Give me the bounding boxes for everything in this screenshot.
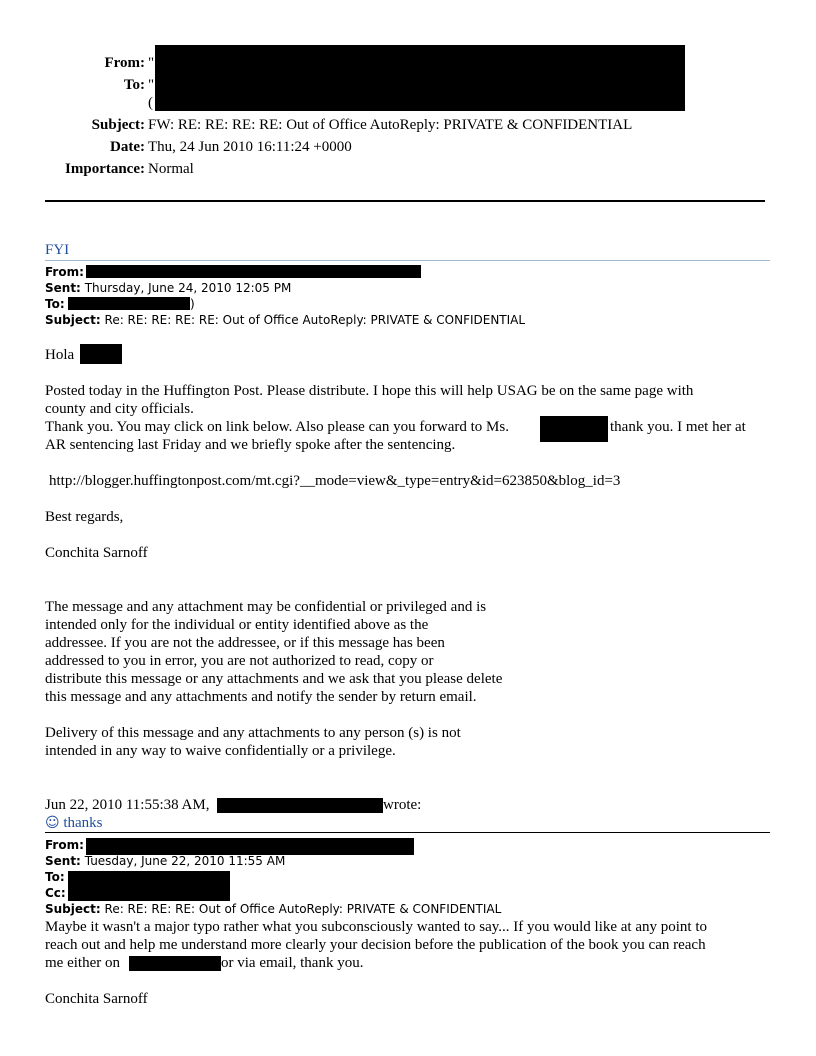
thanks-note: [45, 814, 103, 832]
msg1-to-tail: ): [190, 297, 195, 311]
body1-line2: county and city officials.: [45, 401, 194, 417]
msg2-subject-label: Subject:: [45, 902, 101, 916]
signature2: Conchita Sarnoff: [45, 991, 148, 1007]
msg2-recipients-redaction: [68, 871, 230, 901]
header-to-value: ": [148, 77, 155, 93]
disclaimer-line: intended in any way to waive confidentially or a privilege.: [45, 743, 396, 759]
msg1-to-redaction: [68, 297, 190, 310]
disclaimer-line: distribute this message or any attachments and we ask that you please delete: [45, 671, 503, 687]
regards: Best regards,: [45, 509, 124, 525]
signature1: Conchita Sarnoff: [45, 545, 148, 561]
body2-line2: reach out and help me understand more clearly your decision before the publication of the book you can reach: [45, 937, 706, 953]
header-date-label: Date:: [110, 139, 145, 155]
header-to-cont: (: [148, 95, 153, 111]
msg1-subject-label: Subject:: [45, 313, 101, 327]
msg1-from-redaction: [86, 265, 421, 278]
body2-line1: Maybe it wasn't a major typo rather what you subconsciously wanted to say... If you would like at any point to: [45, 919, 708, 935]
disclaimer-line: this message and any attachments and notify the sender by return email.: [45, 689, 477, 705]
msg2-sent-value: Tuesday, June 22, 2010 11:55 AM: [84, 854, 286, 868]
msg1-sent-value: Thursday, June 24, 2010 12:05 PM: [84, 281, 292, 295]
header-from-label: From:: [104, 55, 145, 71]
msg2-to-label: To:: [45, 870, 65, 884]
fyi-note: FYI: [45, 242, 70, 258]
header-to-label: To:: [123, 77, 145, 93]
article-link[interactable]: http://blogger.huffingtonpost.com/mt.cgi?__mode=view&_type=entry&id=623850&blog_id=3: [49, 473, 621, 489]
msg1-subject-value: Re: RE: RE: RE: RE: Out of Office AutoReply: PRIVATE & CONFIDENTIAL: [104, 313, 526, 327]
body1-line4: AR sentencing last Friday and we briefly spoke after the sentencing.: [45, 437, 456, 453]
header-importance-value: Normal: [148, 161, 194, 177]
msg1-from-label: From:: [45, 265, 84, 279]
msg2-from-label: From:: [45, 838, 84, 852]
body2-line3a: me either on: [45, 955, 120, 971]
msg1-to-label: To:: [45, 297, 65, 311]
msg2-subject-value: Re: RE: RE: RE: Out of Office AutoReply: PRIVATE & CONFIDENTIAL: [104, 902, 502, 916]
header-subject-value: FW: RE: RE: RE: RE: Out of Office AutoReply: PRIVATE & CONFIDENTIAL: [148, 117, 633, 133]
header-date-value: Thu, 24 Jun 2010 16:11:24 +0000: [148, 139, 352, 155]
body1-line3b: thank you. I met her at: [610, 419, 746, 435]
body1-name-redaction: [540, 416, 608, 442]
header-divider: [45, 200, 765, 202]
body1-line3a: Thank you. You may click on link below. Also please can you forward to Ms.: [45, 419, 509, 435]
header-importance-label: Importance:: [65, 161, 145, 177]
disclaimer-line: addressee. If you are not the addressee, or if this message has been: [45, 635, 445, 651]
disclaimer-line: Delivery of this message and any attachments to any person (s) is not: [45, 725, 461, 741]
disclaimer-line: addressed to you in error, you are not authorized to read, copy or: [45, 653, 434, 669]
msg2-sent-label: Sent:: [45, 854, 81, 868]
smiley-icon: ☺: [45, 815, 60, 831]
quote-sender-redaction: [217, 798, 383, 813]
header-redaction: [155, 45, 685, 111]
greeting-redaction: [80, 344, 122, 364]
header-from-value: ": [148, 55, 155, 71]
quote-intro-date: Jun 22, 2010 11:55:38 AM,: [45, 797, 210, 813]
msg1-sent-label: Sent:: [45, 281, 81, 295]
header-subject-label: Subject:: [91, 117, 145, 133]
fyi-divider: [45, 260, 770, 261]
quote-intro-wrote: wrote:: [383, 797, 422, 813]
thanks-text: thanks: [63, 815, 103, 831]
msg2-cc-label: Cc:: [45, 886, 66, 900]
disclaimer-line: The message and any attachment may be confidential or privileged and is: [45, 599, 487, 615]
body2-phone-redaction: [129, 956, 221, 971]
quote-divider: [45, 832, 770, 833]
greeting: Hola: [45, 347, 75, 363]
disclaimer-line: intended only for the individual or entity identified above as the: [45, 617, 429, 633]
body2-line3b: or via email, thank you.: [221, 955, 364, 971]
body1-line1: Posted today in the Huffington Post. Please distribute. I hope this will help USAG be on the same page with: [45, 383, 694, 399]
